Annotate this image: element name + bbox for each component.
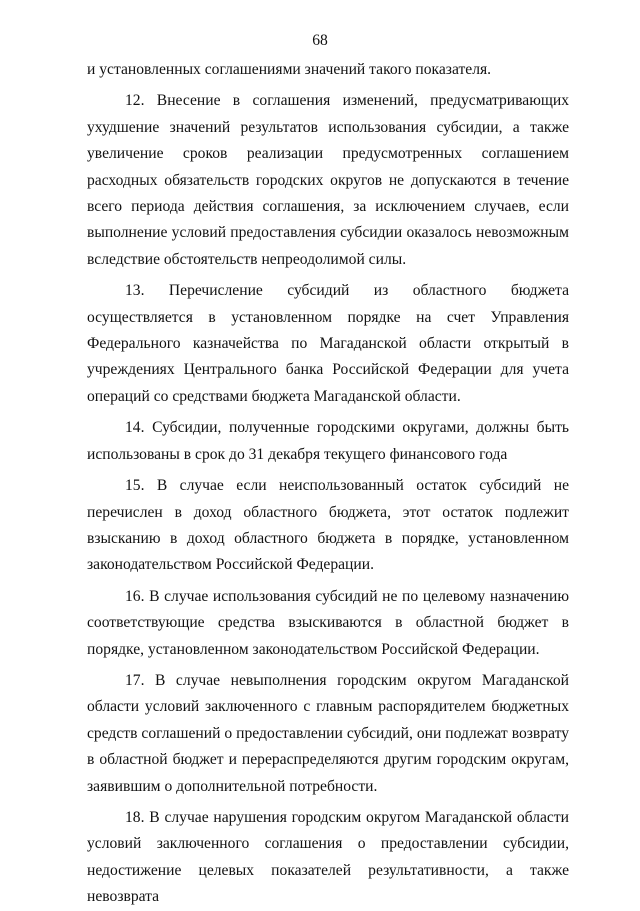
- paragraph-14: 14. Субсидии, полученные городскими округами, должны быть использованы в срок до 31 декабря текущего финансового года: [87, 419, 569, 463]
- page-number: 68: [312, 32, 328, 49]
- paragraph-15: 15. В случае если неиспользованный остаток субсидий не перечислен в доход областного бюджета, этот остаток подлежит взысканию в доход областного бюджета в порядке, установленном законодательством Российской Федерации.: [87, 477, 569, 574]
- paragraph-continuation: и установленных соглашениями значений такого показателя.: [87, 61, 492, 78]
- paragraph-12: 12. Внесение в соглашения изменений, предусматривающих ухудшение значений результатов использования субсидии, а также увеличение сроков реализации предусмотренных соглашением расходных обязательств городских округов не допускаются в течение всего периода действия соглашения, за исключением случаев, если выполнение условий предоставления субсидии оказалось невозможным вследствие обстоятельств непреодолимой силы.: [87, 92, 569, 268]
- document-body: [87, 57, 569, 911]
- paragraph-13: 13. Перечисление субсидий из областного бюджета осуществляется в установленном порядке на счет Управления Федерального казначейства по Магаданской области открытый в учреждениях Центрального банка Российской Федерации для учета операций со средствами бюджета Магаданской области.: [87, 282, 569, 405]
- paragraph-16: 16. В случае использования субсидий не по целевому назначению соответствующие средства взыскиваются в областной бюджет в порядке, установленном законодательством Российской Федерации.: [87, 587, 569, 658]
- paragraph-18: 18. В случае нарушения городским округом Магаданской области условий заключенного соглашения о предоставлении субсидии, недостижение целевых показателей результативности, а также невозврата: [87, 808, 569, 906]
- paragraph-17: 17. В случае невыполнения городским округом Магаданской области условий заключенного с главным распорядителем бюджетных средств соглашений о предоставлении субсидий, они подлежат возврату в областной бюджет и перераспределяются другим городским округам, заявившим о дополнительной потребности.: [87, 671, 569, 795]
